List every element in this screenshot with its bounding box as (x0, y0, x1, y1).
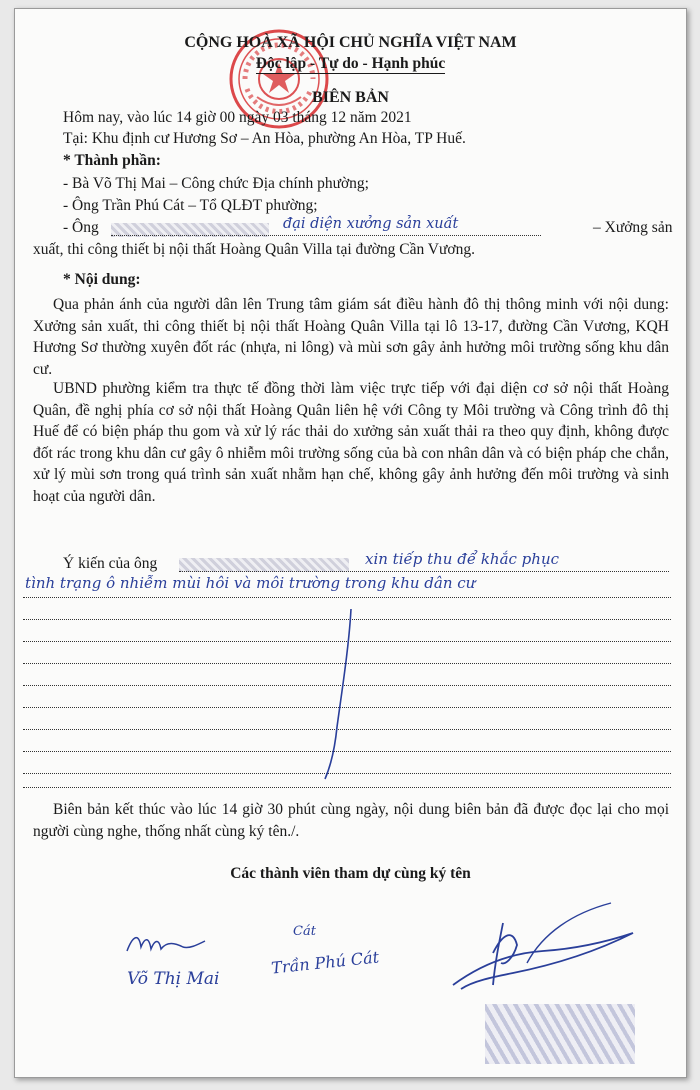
member-workshop-line: xuất, thi công thiết bị nội thất Hoàng Quân Villa tại đường Cần Vương. (33, 241, 475, 258)
handwritten-opinion-line-2: tình trạng ô nhiễm mùi hôi và môi trường trong khu dân cư (25, 574, 476, 592)
fill-in-dotted-line (179, 571, 669, 572)
member-mai: - Bà Võ Thị Mai – Công chức Địa chính phường; (63, 175, 369, 192)
document-title: BIÊN BẢN (312, 89, 389, 106)
opinion-label: Ý kiến của ông (63, 555, 158, 572)
motto (15, 55, 686, 73)
redacted-name (179, 558, 349, 572)
signature-workshop-representative (443, 893, 643, 1003)
date-line: Hôm nay, vào lúc 14 giờ 00 ngày 03 tháng 12 năm 2021 (63, 109, 412, 126)
location-line: Tại: Khu định cư Hương Sơ – An Hòa, phường An Hòa, TP Huế. (63, 130, 466, 147)
motto-text: Độc lập - Tự do - Hạnh phúc (255, 55, 446, 72)
member-representative-prefix: - Ông (63, 219, 99, 236)
handwritten-opinion-line-1: xin tiếp thu để khắc phục (365, 550, 560, 568)
signature-mai-name: Võ Thị Mai (127, 969, 220, 989)
redacted-signature-name (485, 1004, 635, 1064)
member-cat: - Ông Trần Phú Cát – Tổ QLĐT phường; (63, 197, 318, 214)
content-paragraph-2: UBND phường kiểm tra thực tế đồng thời làm việc trực tiếp với đại diện cơ sở nội thất Hoàng Quân, đề nghị phía cơ sở nội thất Hoàng Quân liên hệ với Công ty Môi trường và Công trình đô thị Huế để có biện pháp thu gom và xử lý rác thải do xưởng sản xuất thải ra theo quy định, không được đốt rác trong khu dân cư gây ô nhiễm môi trường sống của bà con nhân dân và có biện pháp che chắn, xử lý mùi sơn trong quá trình sản xuất nhằm hạn chế, không gây ảnh hưởng đến môi trường và sinh hoạt của người dân. (33, 380, 669, 505)
pen-strike-line (311, 607, 361, 782)
members-heading: * Thành phần: (63, 152, 161, 169)
document-page (14, 8, 687, 1078)
closing-paragraph: Biên bản kết thúc vào lúc 14 giờ 30 phút cùng ngày, nội dung biên bản đã được đọc lại cho mọi người cùng nghe, thống nhất cùng ký tên./. (33, 801, 669, 840)
fill-in-dotted-line (23, 787, 671, 788)
country-heading: CỘNG HOÀ XÃ HỘI CHỦ NGHĨA VIỆT NAM (184, 34, 517, 51)
signers-heading: Các thành viên tham dự cùng ký tên (230, 865, 471, 882)
signature-cat-name: Trần Phú Cát (270, 947, 380, 978)
fill-in-dotted-line (111, 235, 541, 236)
handwritten-representative: đại diện xưởng sản xuất (283, 216, 459, 232)
signature-cat-initials: Cát (293, 924, 316, 939)
content-heading: * Nội dung: (63, 271, 141, 288)
signature-mai-scribble (123, 929, 213, 959)
member-representative-suffix: – Xưởng sản (593, 219, 673, 236)
fill-in-dotted-line (23, 597, 671, 598)
content-paragraph-1: Qua phản ánh của người dân lên Trung tâm giám sát điều hành đô thị thông minh với nội dung: Xưởng sản xuất, thi công thiết bị nội thất Hoàng Quân Villa tại lô 13-17, đường Cần Vương, KQH Hương Sơ thường xuyên đốt rác (nhựa, ni lông) và mùi sơn gây ảnh hưởng môi trường sống khu dân cư. (33, 296, 669, 378)
